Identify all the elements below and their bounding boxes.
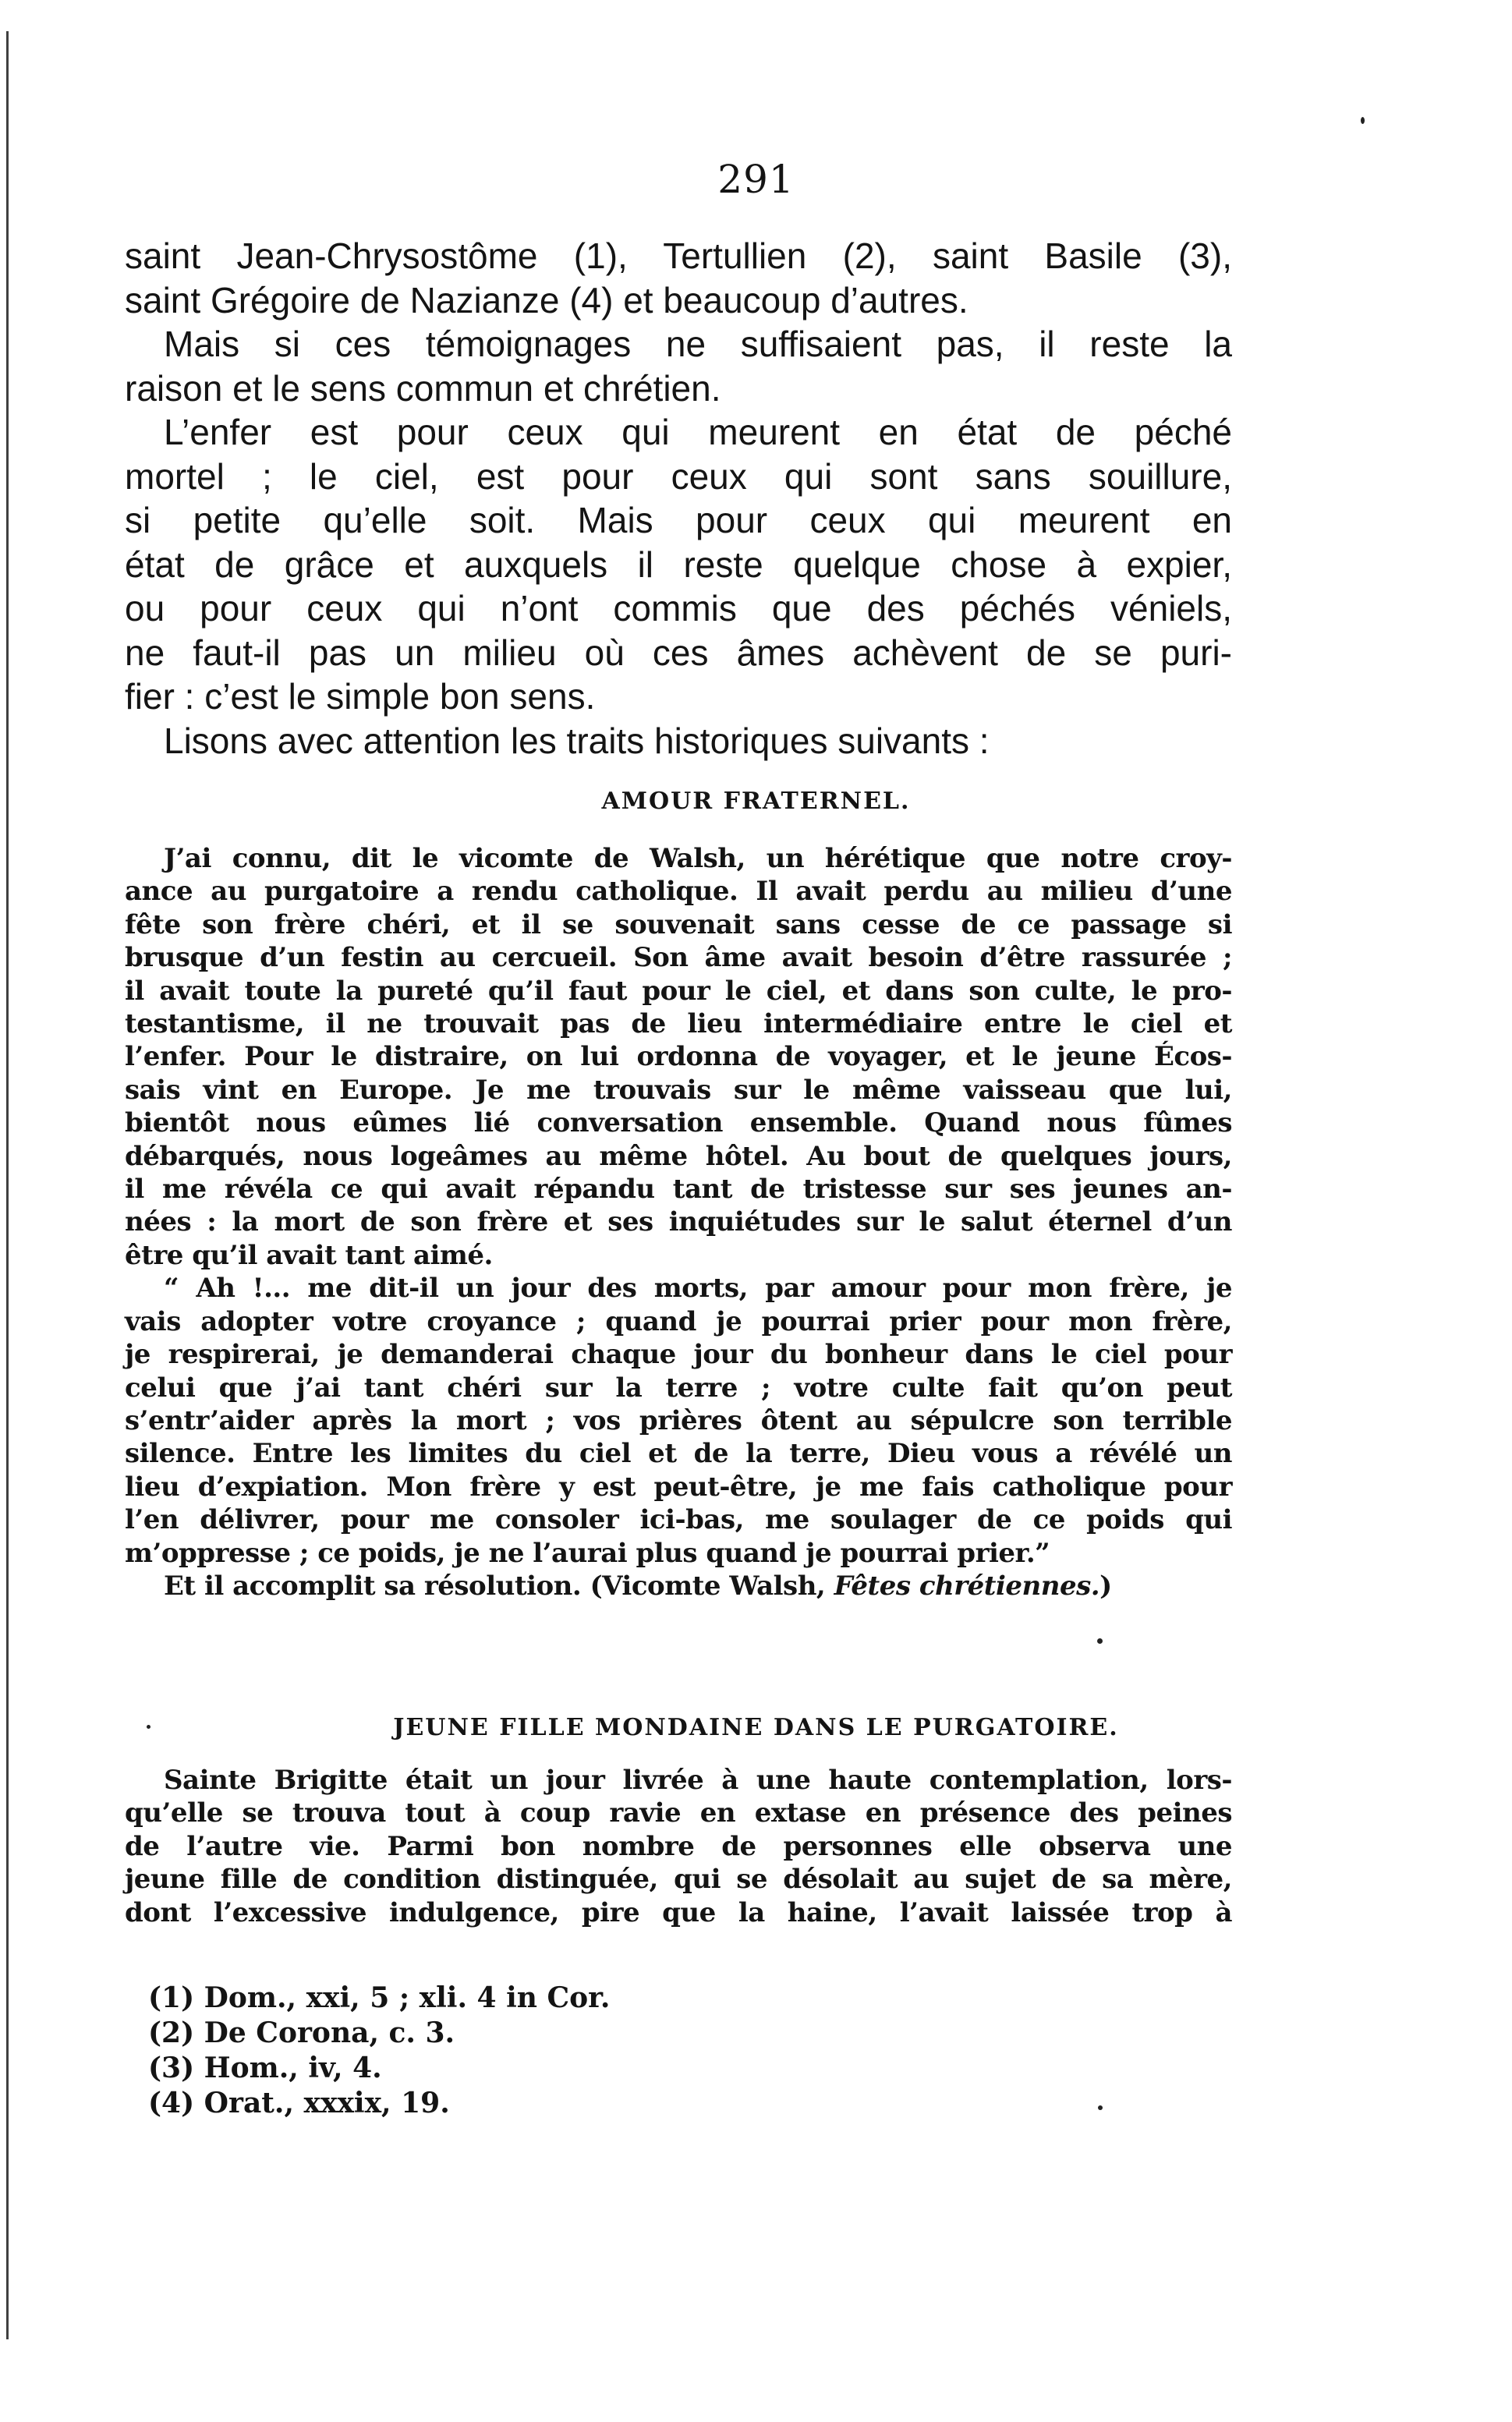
main-paragraphs [125, 234, 1232, 763]
section-heading-amour-fraternel: AMOUR FRATERNEL. [601, 788, 911, 815]
text-line: mortel ; le ciel, est pour ceux qui sont sans souillure, [125, 455, 1232, 497]
text-line: m’oppresse ; ce poids, je ne l’aurai plus quand je pourrai prier.” [125, 1537, 1050, 1569]
text-line: testantisme, il ne trouvait pas de lieu intermédiaire entre le ciel et [125, 1008, 1232, 1040]
closing-book-title: Fêtes chrétiennes. [834, 1570, 1100, 1602]
text-line: J’ai connu, dit le vicomte de Walsh, un hérétique que notre croy- [164, 843, 1232, 874]
text-line: brusque d’un festin au cercueil. Son âme avait besoin d’être rassurée ; [125, 942, 1232, 974]
text-line: Sainte Brigitte était un jour livrée à une haute contemplation, lors- [164, 1765, 1232, 1796]
text-line: qu’elle se trouva tout à coup ravie en extase en présence des peines [125, 1797, 1232, 1829]
text-line: raison et le sens commun et chrétien. [125, 367, 721, 409]
print-speck [1098, 2105, 1103, 2110]
text-line: nées : la mort de son frère et ses inquiétudes sur le salut éternel d’un [125, 1206, 1232, 1238]
text-line: l’enfer. Pour le distraire, on lui ordonna de voyager, et le jeune Écos- [125, 1041, 1232, 1073]
story-jeune-fille [125, 1764, 1232, 1929]
text-line: bientôt nous eûmes lié conversation ensemble. Quand nous fûmes [125, 1107, 1232, 1139]
text-line: ance au purgatoire a rendu catholique. Il avait perdu au milieu d’une [125, 876, 1232, 908]
text-line: être qu’il avait tant aimé. [125, 1239, 493, 1271]
footnote: (4) Orat., xxxix, 19. [148, 2087, 450, 2119]
text-line: fête son frère chéri, et il se souvenait sans cesse de ce passage si [125, 908, 1232, 940]
story-amour-fraternel [125, 842, 1232, 1602]
page-number: 291 [717, 157, 795, 202]
text-line: il avait toute la pureté qu’il faut pour le ciel, et dans son culte, le pro- [125, 975, 1232, 1007]
text-line: lieu d’expiation. Mon frère y est peut-être, je me fais catholique pour [125, 1471, 1232, 1503]
text-line: débarqués, nous logeâmes au même hôtel. Au bout de quelques jours, [125, 1140, 1232, 1172]
text-line: de l’autre vie. Parmi bon nombre de personnes elle observa une [125, 1830, 1232, 1862]
text-line: saint Jean-Chrysostôme (1), Tertullien (2), saint Basile (3), [125, 235, 1232, 276]
text-line: celui que j’ai tant chéri sur la terre ; votre culte fait qu’on peut [125, 1372, 1232, 1404]
footnote: (2) De Corona, c. 3. [148, 2017, 455, 2049]
text-line: ou pour ceux qui n’ont commis que des péchés véniels, [125, 588, 1232, 629]
text-line: ne faut-il pas un milieu où ces âmes achèvent de se puri- [125, 632, 1232, 673]
text-line: vais adopter votre croyance ; quand je pourrai prier pour mon frère, [125, 1305, 1232, 1337]
text-line: l’en délivrer, pour me consoler ici-bas, me soulager de ce poids qui [125, 1504, 1232, 1536]
footnote: (3) Hom., iv, 4. [148, 2052, 382, 2084]
text-line: s’entr’aider après la mort ; vos prières ôtent au sépulcre son terrible [125, 1404, 1232, 1436]
text-line: il me révéla ce qui avait répandu tant de tristesse sur ses jeunes an- [125, 1174, 1232, 1206]
text-line: dont l’excessive indulgence, pire que la haine, l’avait laissée trop à [125, 1896, 1232, 1928]
text-line: sais vint en Europe. Je me trouvais sur le même vaisseau que lui, [125, 1074, 1232, 1106]
text-line: silence. Entre les limites du ciel et de la terre, Dieu vous a révélé un [125, 1438, 1232, 1470]
footnotes [148, 1981, 610, 2121]
text-line: “ Ah !... me dit-il un jour des morts, par amour pour mon frère, je [164, 1273, 1232, 1305]
text-line: si petite qu’elle soit. Mais pour ceux qui meurent en [125, 500, 1232, 540]
text-line: jeune fille de condition distinguée, qui se désolait au sujet de sa mère, [125, 1864, 1232, 1896]
text-line: Lisons avec attention les traits historiques suivants : [164, 720, 990, 761]
text-line: saint Grégoire de Nazianze (4) et beaucoup d’autres. [125, 279, 968, 320]
closing-paren: ) [1099, 1570, 1112, 1602]
text-line: je respirerai, je demanderai chaque jour du bonheur dans le ciel pour [125, 1339, 1232, 1371]
footnote: (1) Dom., xxi, 5 ; xli. 4 in Cor. [148, 1981, 611, 2014]
text-line: état de grâce et auxquels il reste quelque chose à expier, [125, 544, 1232, 585]
section-heading-jeune-fille: JEUNE FILLE MONDAINE DANS LE PURGATOIRE. [393, 1714, 1119, 1741]
text-line: fier : c’est le simple bon sens. [125, 676, 596, 717]
print-speck [1361, 117, 1365, 124]
page-gutter-edge [6, 31, 9, 2339]
story-closing-line [125, 1570, 1232, 1602]
closing-text: Et il accomplit sa résolution. (Vicomte Walsh, [164, 1570, 834, 1602]
text-line: Mais si ces témoignages ne suffisaient pas, il reste la [164, 324, 1232, 364]
text-line: L’enfer est pour ceux qui meurent en état de péché [164, 412, 1232, 452]
print-speck [1097, 1638, 1103, 1644]
